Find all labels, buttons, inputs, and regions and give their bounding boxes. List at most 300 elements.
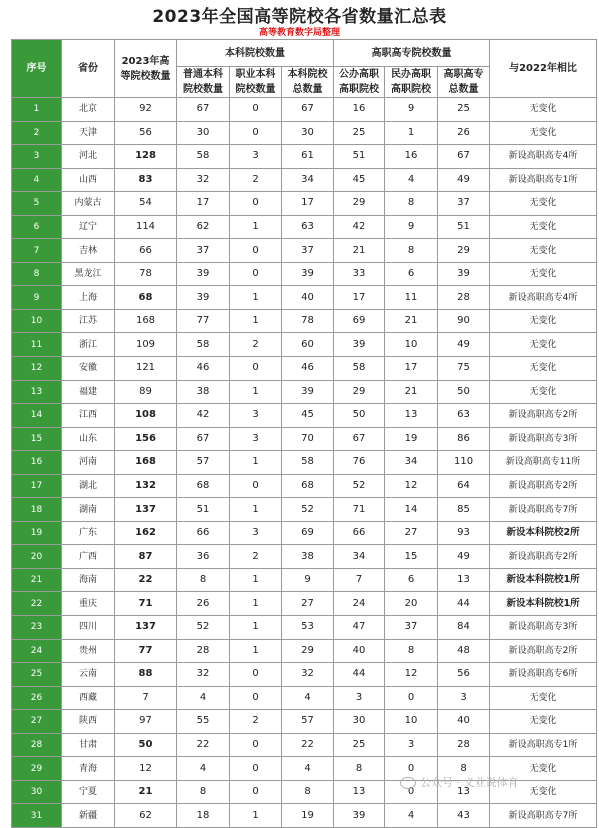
row-vocational-total: 28 [438,733,490,757]
row-compare: 新设高职高专1所 [490,733,597,757]
row-total-2023: 56 [115,121,177,145]
row-vocational-undergrad: 1 [230,498,282,522]
row-compare: 新设高职高专2所 [490,404,597,428]
row-compare: 无变化 [490,121,597,145]
row-compare: 无变化 [490,757,597,781]
row-seq: 29 [12,757,62,781]
row-seq: 22 [12,592,62,616]
row-undergrad-total: 32 [282,663,334,687]
row-compare: 无变化 [490,333,597,357]
row-undergrad-total: 30 [282,121,334,145]
row-province: 江苏 [62,309,115,333]
table-row [12,145,597,169]
row-private-vocational: 19 [385,427,438,451]
row-seq: 3 [12,145,62,169]
row-vocational-undergrad: 0 [230,663,282,687]
row-public-vocational: 3 [334,686,385,710]
row-vocational-total: 48 [438,639,490,663]
row-private-vocational: 0 [385,757,438,781]
table-row [12,286,597,310]
row-compare: 新设高职高专1所 [490,168,597,192]
row-private-vocational: 21 [385,380,438,404]
row-seq: 16 [12,451,62,475]
row-province: 陕西 [62,710,115,734]
table-row [12,192,597,216]
row-private-vocational: 9 [385,215,438,239]
row-public-vocational: 8 [334,757,385,781]
table-row [12,663,597,687]
row-vocational-total: 85 [438,498,490,522]
row-compare: 无变化 [490,780,597,804]
row-public-vocational: 29 [334,192,385,216]
row-private-vocational: 9 [385,98,438,122]
row-total-2023: 50 [115,733,177,757]
row-total-2023: 168 [115,451,177,475]
row-vocational-undergrad: 3 [230,521,282,545]
table-row [12,262,597,286]
row-vocational-undergrad: 2 [230,710,282,734]
row-vocational-total: 56 [438,663,490,687]
row-general-undergrad: 51 [177,498,230,522]
row-compare: 无变化 [490,309,597,333]
row-vocational-undergrad: 1 [230,592,282,616]
row-total-2023: 77 [115,639,177,663]
row-province: 黑龙江 [62,262,115,286]
row-total-2023: 109 [115,333,177,357]
row-province: 青海 [62,757,115,781]
row-province: 西藏 [62,686,115,710]
header-undergrad-total: 本科院校总数量 [282,67,334,98]
row-private-vocational: 0 [385,686,438,710]
row-private-vocational: 10 [385,333,438,357]
row-undergrad-total: 38 [282,545,334,569]
row-vocational-undergrad: 1 [230,380,282,404]
row-general-undergrad: 26 [177,592,230,616]
row-seq: 12 [12,357,62,381]
table-row [12,616,597,640]
row-general-undergrad: 66 [177,521,230,545]
row-total-2023: 87 [115,545,177,569]
table-row [12,521,597,545]
row-total-2023: 132 [115,474,177,498]
row-public-vocational: 47 [334,616,385,640]
row-vocational-total: 63 [438,404,490,428]
row-seq: 31 [12,804,62,828]
table-row [12,357,597,381]
row-seq: 26 [12,686,62,710]
row-general-undergrad: 17 [177,192,230,216]
row-undergrad-total: 39 [282,262,334,286]
row-vocational-total: 50 [438,380,490,404]
row-undergrad-total: 68 [282,474,334,498]
row-undergrad-total: 8 [282,780,334,804]
row-compare: 无变化 [490,239,597,263]
row-vocational-total: 49 [438,168,490,192]
row-general-undergrad: 37 [177,239,230,263]
row-public-vocational: 69 [334,309,385,333]
row-province: 上海 [62,286,115,310]
row-vocational-total: 13 [438,780,490,804]
row-vocational-undergrad: 0 [230,98,282,122]
row-private-vocational: 4 [385,168,438,192]
row-vocational-total: 49 [438,333,490,357]
table-row [12,380,597,404]
header-vocational-undergrad: 职业本科院校数量 [230,67,282,98]
row-public-vocational: 52 [334,474,385,498]
row-vocational-total: 110 [438,451,490,475]
row-seq: 13 [12,380,62,404]
summary-table [11,39,597,828]
row-general-undergrad: 55 [177,710,230,734]
table-row [12,804,597,828]
table-row [12,498,597,522]
row-vocational-undergrad: 3 [230,404,282,428]
row-total-2023: 71 [115,592,177,616]
row-general-undergrad: 58 [177,145,230,169]
row-undergrad-total: 27 [282,592,334,616]
table-row [12,474,597,498]
row-total-2023: 137 [115,616,177,640]
row-total-2023: 89 [115,380,177,404]
row-public-vocational: 51 [334,145,385,169]
row-vocational-undergrad: 1 [230,451,282,475]
row-general-undergrad: 38 [177,380,230,404]
row-vocational-total: 29 [438,239,490,263]
row-seq: 9 [12,286,62,310]
row-general-undergrad: 18 [177,804,230,828]
table-row [12,639,597,663]
row-seq: 20 [12,545,62,569]
table-row [12,710,597,734]
row-undergrad-total: 78 [282,309,334,333]
row-total-2023: 78 [115,262,177,286]
row-public-vocational: 76 [334,451,385,475]
row-general-undergrad: 42 [177,404,230,428]
table-row [12,239,597,263]
row-undergrad-total: 40 [282,286,334,310]
row-seq: 25 [12,663,62,687]
row-vocational-total: 51 [438,215,490,239]
row-private-vocational: 15 [385,545,438,569]
row-private-vocational: 6 [385,262,438,286]
row-seq: 1 [12,98,62,122]
row-undergrad-total: 22 [282,733,334,757]
row-private-vocational: 13 [385,404,438,428]
row-vocational-undergrad: 0 [230,686,282,710]
row-public-vocational: 71 [334,498,385,522]
row-undergrad-total: 53 [282,616,334,640]
row-vocational-undergrad: 2 [230,168,282,192]
row-undergrad-total: 37 [282,239,334,263]
row-seq: 8 [12,262,62,286]
table-row [12,568,597,592]
table-body [12,98,597,828]
row-general-undergrad: 30 [177,121,230,145]
row-vocational-total: 28 [438,286,490,310]
row-seq: 14 [12,404,62,428]
row-vocational-undergrad: 0 [230,262,282,286]
row-undergrad-total: 52 [282,498,334,522]
row-general-undergrad: 4 [177,686,230,710]
table-row [12,427,597,451]
row-compare: 无变化 [490,215,597,239]
row-general-undergrad: 77 [177,309,230,333]
row-province: 河南 [62,451,115,475]
row-undergrad-total: 46 [282,357,334,381]
row-undergrad-total: 17 [282,192,334,216]
row-vocational-undergrad: 1 [230,215,282,239]
row-undergrad-total: 61 [282,145,334,169]
row-vocational-total: 67 [438,145,490,169]
table-row [12,309,597,333]
header-province: 省份 [62,40,115,98]
row-province: 山西 [62,168,115,192]
row-seq: 11 [12,333,62,357]
header-private-vocational: 民办高职高职院校 [385,67,438,98]
row-seq: 6 [12,215,62,239]
row-province: 宁夏 [62,780,115,804]
row-province: 安徽 [62,357,115,381]
row-province: 四川 [62,616,115,640]
table-row [12,98,597,122]
row-vocational-undergrad: 0 [230,357,282,381]
row-seq: 7 [12,239,62,263]
row-compare: 新设高职高专3所 [490,616,597,640]
row-total-2023: 83 [115,168,177,192]
row-compare: 新设本科院校1所 [490,592,597,616]
header-compare: 与2022年相比 [490,40,597,98]
row-vocational-total: 3 [438,686,490,710]
row-undergrad-total: 34 [282,168,334,192]
row-private-vocational: 11 [385,286,438,310]
row-vocational-undergrad: 1 [230,286,282,310]
row-private-vocational: 34 [385,451,438,475]
row-undergrad-total: 58 [282,451,334,475]
row-private-vocational: 17 [385,357,438,381]
row-vocational-total: 49 [438,545,490,569]
row-compare: 新设高职高专11所 [490,451,597,475]
row-public-vocational: 39 [334,804,385,828]
row-vocational-undergrad: 0 [230,757,282,781]
row-compare: 无变化 [490,380,597,404]
row-seq: 30 [12,780,62,804]
row-private-vocational: 3 [385,733,438,757]
row-seq: 10 [12,309,62,333]
row-public-vocational: 66 [334,521,385,545]
row-vocational-undergrad: 0 [230,192,282,216]
row-general-undergrad: 46 [177,357,230,381]
row-undergrad-total: 39 [282,380,334,404]
row-private-vocational: 12 [385,474,438,498]
row-province: 湖北 [62,474,115,498]
row-vocational-undergrad: 0 [230,474,282,498]
row-public-vocational: 44 [334,663,385,687]
row-total-2023: 22 [115,568,177,592]
row-compare: 新设高职高专2所 [490,474,597,498]
header-total-2023: 2023年高等院校数量 [115,40,177,98]
row-public-vocational: 45 [334,168,385,192]
row-total-2023: 97 [115,710,177,734]
header-undergrad-group: 本科院校数量 [177,40,334,67]
table-row [12,592,597,616]
page-subtitle: 高等教育数字局整理 [258,28,340,38]
watermark-text: 公众号 · 义业说体育 [420,776,519,789]
row-total-2023: 108 [115,404,177,428]
watermark [400,774,519,790]
row-vocational-total: 25 [438,98,490,122]
row-compare: 新设高职高专7所 [490,804,597,828]
row-private-vocational: 1 [385,121,438,145]
row-total-2023: 114 [115,215,177,239]
row-total-2023: 68 [115,286,177,310]
row-province: 天津 [62,121,115,145]
row-undergrad-total: 45 [282,404,334,428]
row-public-vocational: 25 [334,733,385,757]
row-vocational-total: 84 [438,616,490,640]
row-seq: 17 [12,474,62,498]
row-general-undergrad: 36 [177,545,230,569]
row-undergrad-total: 67 [282,98,334,122]
row-vocational-undergrad: 3 [230,145,282,169]
row-seq: 24 [12,639,62,663]
row-compare: 无变化 [490,357,597,381]
row-private-vocational: 10 [385,710,438,734]
row-seq: 23 [12,616,62,640]
row-compare: 新设高职高专2所 [490,639,597,663]
row-public-vocational: 25 [334,121,385,145]
row-compare: 新设高职高专7所 [490,498,597,522]
row-vocational-undergrad: 0 [230,780,282,804]
row-total-2023: 21 [115,780,177,804]
row-public-vocational: 33 [334,262,385,286]
row-general-undergrad: 58 [177,333,230,357]
row-public-vocational: 16 [334,98,385,122]
row-total-2023: 137 [115,498,177,522]
row-seq: 19 [12,521,62,545]
row-compare: 新设高职高专4所 [490,145,597,169]
row-compare: 无变化 [490,192,597,216]
row-public-vocational: 39 [334,333,385,357]
row-public-vocational: 58 [334,357,385,381]
row-undergrad-total: 9 [282,568,334,592]
row-public-vocational: 13 [334,780,385,804]
row-seq: 27 [12,710,62,734]
row-total-2023: 156 [115,427,177,451]
header-seq: 序号 [12,40,62,98]
row-private-vocational: 21 [385,309,438,333]
row-public-vocational: 40 [334,639,385,663]
row-vocational-total: 43 [438,804,490,828]
row-province: 辽宁 [62,215,115,239]
row-public-vocational: 7 [334,568,385,592]
row-province: 北京 [62,98,115,122]
row-province: 吉林 [62,239,115,263]
row-seq: 5 [12,192,62,216]
table-row [12,451,597,475]
row-province: 内蒙古 [62,192,115,216]
table-row [12,333,597,357]
row-total-2023: 92 [115,98,177,122]
row-private-vocational: 6 [385,568,438,592]
row-province: 福建 [62,380,115,404]
row-vocational-total: 37 [438,192,490,216]
row-general-undergrad: 57 [177,451,230,475]
row-vocational-total: 93 [438,521,490,545]
row-public-vocational: 67 [334,427,385,451]
row-general-undergrad: 68 [177,474,230,498]
row-province: 山东 [62,427,115,451]
page-title: 2023年全国高等院校各省数量汇总表 [152,7,447,27]
row-seq: 15 [12,427,62,451]
row-province: 贵州 [62,639,115,663]
row-province: 新疆 [62,804,115,828]
row-vocational-undergrad: 1 [230,804,282,828]
row-private-vocational: 14 [385,498,438,522]
row-vocational-undergrad: 2 [230,545,282,569]
row-undergrad-total: 57 [282,710,334,734]
row-seq: 21 [12,568,62,592]
row-general-undergrad: 62 [177,215,230,239]
row-general-undergrad: 32 [177,663,230,687]
row-vocational-undergrad: 1 [230,568,282,592]
row-public-vocational: 17 [334,286,385,310]
row-public-vocational: 34 [334,545,385,569]
row-vocational-undergrad: 1 [230,639,282,663]
row-vocational-total: 13 [438,568,490,592]
row-public-vocational: 30 [334,710,385,734]
row-province: 广东 [62,521,115,545]
row-seq: 4 [12,168,62,192]
row-province: 甘肃 [62,733,115,757]
row-vocational-total: 44 [438,592,490,616]
row-compare: 无变化 [490,710,597,734]
row-private-vocational: 4 [385,804,438,828]
row-total-2023: 121 [115,357,177,381]
row-general-undergrad: 28 [177,639,230,663]
row-compare: 新设高职高专4所 [490,286,597,310]
table-row [12,404,597,428]
row-undergrad-total: 69 [282,521,334,545]
table-row [12,686,597,710]
row-undergrad-total: 70 [282,427,334,451]
row-general-undergrad: 32 [177,168,230,192]
table-row [12,168,597,192]
table-row [12,215,597,239]
header-vocational-group: 高职高专院校数量 [334,40,490,67]
row-vocational-total: 39 [438,262,490,286]
row-general-undergrad: 8 [177,568,230,592]
row-vocational-undergrad: 0 [230,121,282,145]
row-province: 湖南 [62,498,115,522]
row-undergrad-total: 4 [282,757,334,781]
row-compare: 新设高职高专2所 [490,545,597,569]
row-general-undergrad: 39 [177,286,230,310]
row-undergrad-total: 19 [282,804,334,828]
row-province: 河北 [62,145,115,169]
row-private-vocational: 20 [385,592,438,616]
row-public-vocational: 24 [334,592,385,616]
row-general-undergrad: 22 [177,733,230,757]
row-vocational-total: 26 [438,121,490,145]
row-general-undergrad: 4 [177,757,230,781]
header-vocational-total: 高职高专总数量 [438,67,490,98]
row-vocational-total: 64 [438,474,490,498]
row-general-undergrad: 39 [177,262,230,286]
row-private-vocational: 37 [385,616,438,640]
row-undergrad-total: 4 [282,686,334,710]
row-vocational-undergrad: 0 [230,733,282,757]
row-total-2023: 12 [115,757,177,781]
